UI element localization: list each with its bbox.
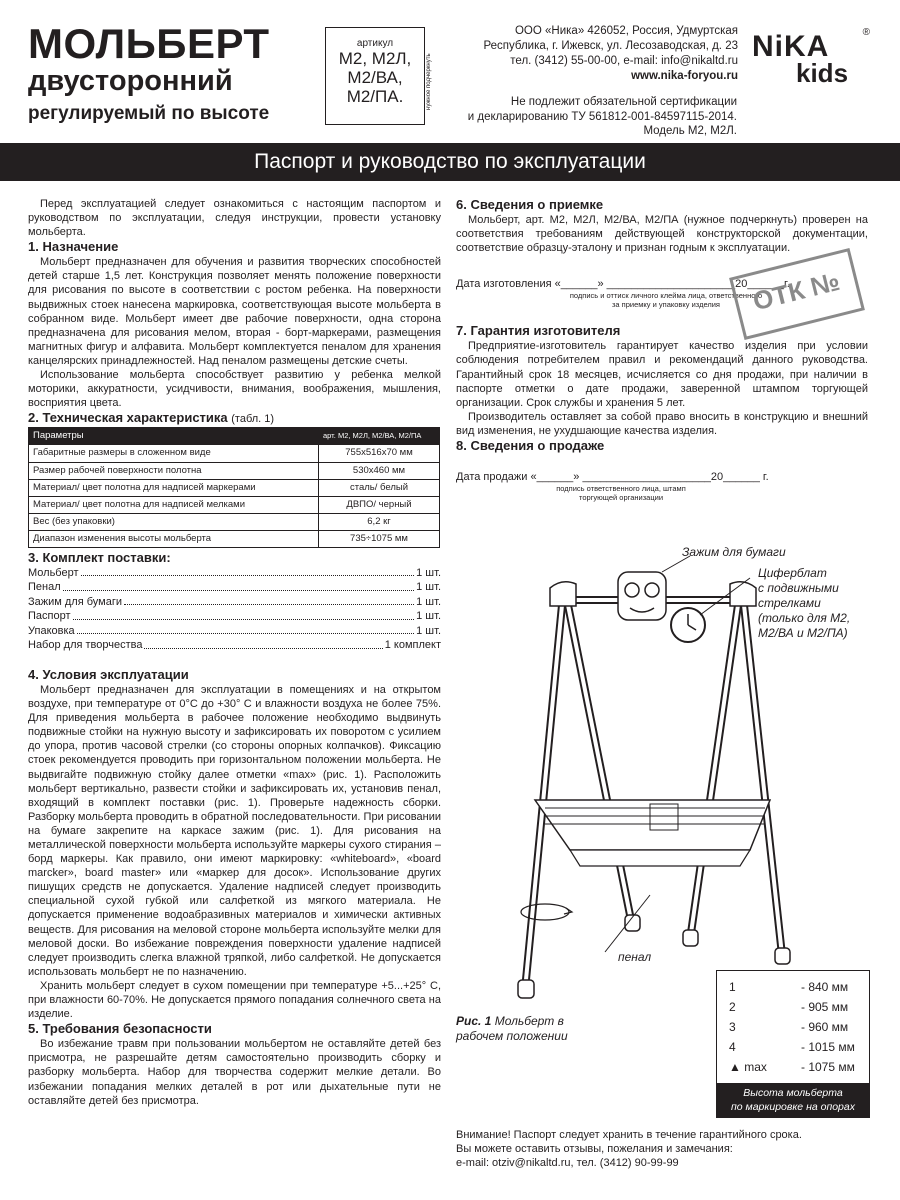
height-row bbox=[717, 977, 869, 997]
table-cell: Размер рабочей поверхности полотна bbox=[29, 462, 319, 479]
height-value: - 1015 мм bbox=[801, 1040, 855, 1054]
pencil-case-label: пенал bbox=[618, 950, 652, 964]
height-value: - 960 мм bbox=[801, 1020, 849, 1034]
kit-item bbox=[28, 638, 441, 653]
table-cell: ДВПО/ черный bbox=[319, 496, 440, 513]
height-row bbox=[717, 1057, 869, 1077]
brand-logo bbox=[752, 27, 870, 90]
kit-item-name: Набор для творчества bbox=[28, 639, 143, 652]
certification-info bbox=[440, 95, 737, 139]
figure-caption-number: Рис. 1 bbox=[456, 1014, 492, 1028]
kit-item bbox=[28, 580, 441, 595]
company-line: ООО «Ника» 426052, Россия, Удмуртская bbox=[514, 25, 738, 37]
kit-item bbox=[28, 566, 441, 581]
clock-label bbox=[758, 566, 893, 641]
height-row bbox=[717, 1037, 869, 1057]
article-label: артикул bbox=[356, 38, 394, 49]
table-cell: 735÷1075 мм bbox=[319, 530, 440, 547]
height-mark: 4 bbox=[729, 1040, 736, 1054]
section-1-title: 1. Назначение bbox=[28, 239, 119, 255]
clock-label-line: (только для М2, bbox=[758, 611, 851, 625]
section-5-p1: Во избежание травм при пользовании мольбертом не оставляйте детей без присмотра, не разрешайте детям самостоятельно производить сборку и разборку мольберта. Набор для творчества содержит мелкие детали. Во избежании попадания мелких деталей в рот или дыхательные пути не оставляйте детей без присмотра. bbox=[28, 1038, 441, 1107]
height-row bbox=[717, 1017, 869, 1037]
table-row bbox=[29, 462, 440, 479]
section-2-title bbox=[28, 410, 441, 427]
kit-item-qty: 1 шт. bbox=[416, 595, 441, 608]
article-model-2: М2/ВА, bbox=[347, 68, 403, 87]
kit-item-qty: 1 шт. bbox=[416, 581, 441, 594]
company-line: тел. (3412) 55-00-00, e-mail: info@nikaltd.ru bbox=[510, 55, 738, 67]
clock-label-line: М2/ВА и М2/ПА) bbox=[758, 626, 848, 640]
company-info bbox=[450, 24, 738, 84]
height-value: - 905 мм bbox=[801, 1000, 849, 1014]
article-box bbox=[325, 27, 425, 125]
intro-text: Перед эксплуатацией следует ознакомиться с настоящим паспортом и руководством по эксплуатации, следуя инструкции, провести установку мольберта. bbox=[28, 198, 441, 239]
table-cell: Габаритные размеры в сложенном виде bbox=[29, 445, 319, 462]
height-mark: ▲ max bbox=[729, 1060, 767, 1074]
table-header-row bbox=[29, 428, 440, 445]
kit-item-name: Упаковка bbox=[28, 624, 75, 637]
table-row bbox=[29, 445, 440, 462]
kit-item-name: Зажим для бумаги bbox=[28, 595, 123, 608]
section-1-p2: Использование мольберта способствует развитию у ребенка мелкой моторики, аккуратности, усидчивости, внимания, воображения, мышления, восприятия цвета. bbox=[28, 369, 441, 410]
kit-item-name: Пенал bbox=[28, 581, 61, 594]
section-2-title-text: 2. Техническая характеристика bbox=[28, 410, 228, 426]
section-6-p1: Мольберт, арт. М2, М2Л, М2/ВА, М2/ПА (нужное подчеркнуть) проверен на соответствия требованиям действующей конструкторской документации, соответствие образцу-эталону и признан годным к эксплуатации. bbox=[456, 214, 868, 255]
section-4-p2: Хранить мольберт следует в сухом помещении при температуре +5...+25° С, при влажности 60-70%. Не допускается прямого попадания солнечного света на изделие. bbox=[28, 979, 441, 1021]
table-cell: Материал/ цвет полотна для надписей мелками bbox=[29, 496, 319, 513]
footer-line: Внимание! Паспорт следует хранить в течение гарантийного срока. bbox=[456, 1129, 802, 1141]
cert-line: и декларированию ТУ 561812-001-84597115-2014. bbox=[467, 110, 737, 123]
table-cell: 6,2 кг bbox=[319, 513, 440, 530]
vertical-note: нужное подчеркнуть bbox=[426, 53, 432, 110]
company-line: Республика, г. Ижевск, ул. Лесозаводская, д. 23 bbox=[483, 40, 738, 52]
sale-note: подпись ответственного лица, штамп торгующей организации bbox=[556, 484, 686, 503]
figure-caption-text: Мольберт в рабочем положении bbox=[456, 1014, 568, 1043]
cert-line: Не подлежит обязательной сертификации bbox=[510, 96, 737, 108]
table-cell: Вес (без упаковки) bbox=[29, 513, 319, 530]
table-cell: сталь/ белый bbox=[319, 479, 440, 496]
table-header-value: арт. М2, М2Л, М2/ВА, М2/ПА bbox=[319, 428, 440, 445]
kit-item-qty: 1 шт. bbox=[416, 624, 441, 637]
sale-date-line: Дата продажи «______» _____________________20______ г. bbox=[456, 471, 769, 484]
section-5-title: 5. Требования безопасности bbox=[28, 1021, 212, 1037]
section-4-title: 4. Условия эксплуатации bbox=[28, 666, 189, 682]
table-cell: Материал/ цвет полотна для надписей маркерами bbox=[29, 479, 319, 496]
cert-line: Модель М2, М2Л. bbox=[643, 125, 737, 137]
company-website: www.nika-foryou.ru bbox=[631, 70, 738, 82]
section-4-p1: Мольберт предназначен для эксплуатации в помещениях и на открытом воздухе, при температуре от 0°С до +30° С и влажности воздуха не более 75%. Для приведения мольберта в рабочее положение необходимо выдвинуть подвижные стойки на нужную высоту и зафиксировать их поворотом с усилием до упора, против часовой стрелки (со стороны опорных колпачков). Фиксацию стоек рекомендуется проводить при горизонтальном положении мольберта. Не выдвигайте подвижную стойку далее отметки «max» (рис. 1). Расположить мольберт вертикально, развести стойки и зафиксировать их, установив пенал, входящий в комплект поставки (рис. 1). Проверьте надежность сборки. Разборку мольберта проводить в обратной последовательности. При рисовании на бумаге закрепите на каркасе зажим (рис. 1). Для рисования на металлической поверхности мольберта используйте маркеры сухого стирания – борд маркеры. Как правило, они имеют маркировку: «whiteboard», «board marcker», board master» или «маркер для досок». Использование других пишущих средств не допускается. Удаление надписей следует производить специальной сухой губкой или салфеткой из мягкого материала. Не допускается применение водоабразивных материалов и химически активных веществ. Для рисования на меловой стороне мольберта используйте мелки для меловой доски. Во избежание повреждения поверхности удаление надписей следует производить слегка влажной тряпкой, либо салфеткой. Не допускается использовать мольберт не по назначению. bbox=[28, 683, 441, 978]
section-7-p2: Производитель оставляет за собой право вносить в конструкцию и внешний вид изменения, не ухудшающие качества изделия. bbox=[456, 410, 868, 437]
footer-line: Вы можете оставить отзывы, пожелания и замечания: bbox=[456, 1143, 733, 1156]
clamp-label: Зажим для бумаги bbox=[682, 545, 786, 559]
kit-item bbox=[28, 595, 441, 610]
section-1-p1: Мольберт предназначен для обучения и развития творческих способностей детей старше 1,5 лет. Конструкция позволяет менять положение поверхности для рисования по высоте в соответствии с ростом ребенка. На поверхности выдвижных стоек нанесена маркировка, соответствующая высоте мольберта в собранном виде. Мольберт имеет две рабочие поверхности, одна сторона предназначена для рисования мелом, вторая - борт-маркерами, размещения магнитных фигур и алфавита. Мольберт комплектуется пеналом для хранения канцелярских принадлежностей. Над пеналом размещены детские счеты. bbox=[28, 256, 441, 367]
height-mark: 2 bbox=[729, 1000, 736, 1014]
height-row bbox=[717, 997, 869, 1017]
height-caption-line: Высота мольберта bbox=[743, 1087, 843, 1099]
height-value: - 1075 мм bbox=[801, 1060, 855, 1074]
height-value: - 840 мм bbox=[801, 980, 849, 994]
clock-label-line: стрелками bbox=[758, 596, 821, 610]
manufacture-note: подпись и оттиск личного клейма лица, ответственного за приемку и упаковку изделия bbox=[569, 291, 763, 310]
kit-item bbox=[28, 624, 441, 639]
section-3-title: 3. Комплект поставки: bbox=[28, 549, 171, 565]
footer-line: e-mail: otziv@nikaltd.ru, тел. (3412) 90-99-99 bbox=[456, 1157, 679, 1170]
manufacture-date-line: Дата изготовления «______» _____________________20______г. bbox=[456, 278, 790, 291]
clock-label-line: с подвижными bbox=[758, 581, 839, 595]
table-cell: Диапазон изменения высоты мольберта bbox=[29, 530, 319, 547]
article-model-1: М2, М2Л, bbox=[338, 49, 412, 68]
clock-label-line: Циферблат bbox=[758, 566, 827, 580]
table-row bbox=[29, 479, 440, 496]
otk-stamp: ОТК № bbox=[729, 248, 865, 340]
article-model-3: М2/ПА. bbox=[346, 87, 404, 106]
table-row bbox=[29, 530, 440, 547]
height-table-caption bbox=[717, 1083, 869, 1117]
registered-mark: ® bbox=[862, 27, 870, 38]
table-cell: 530х460 мм bbox=[319, 462, 440, 479]
document-subtitle: двусторонний bbox=[28, 65, 233, 97]
kit-item-qty: 1 комплект bbox=[384, 639, 441, 652]
kit-item-name: Мольберт bbox=[28, 566, 79, 579]
spec-table bbox=[28, 427, 440, 548]
table-note: (табл. 1) bbox=[231, 413, 275, 426]
table-row bbox=[29, 513, 440, 530]
section-8-title: 8. Сведения о продаже bbox=[456, 438, 605, 454]
document-title: МОЛЬБЕРТ bbox=[28, 20, 270, 67]
height-mark: 1 bbox=[729, 980, 736, 994]
section-7-p1: Предприятие-изготовитель гарантирует качество изделия при условии соблюдения потребителем правил и рекомендаций данного руководства. Гарантийный срок 18 месяцев, исчисляется со дня продажи, при наличии в паспорте отметки о дате продажи, заверенной штампом торгующей организации. Срок службы и хранения 5 лет. bbox=[456, 340, 868, 409]
logo-text-top: NiKA bbox=[752, 30, 830, 63]
footer-note bbox=[456, 1128, 876, 1170]
section-7-title: 7. Гарантия изготовителя bbox=[456, 323, 621, 339]
height-table bbox=[716, 970, 870, 1118]
kit-item-name: Паспорт bbox=[28, 610, 71, 623]
banner-title: Паспорт и руководство по эксплуатации bbox=[0, 143, 900, 181]
kit-item bbox=[28, 609, 441, 624]
section-6-title: 6. Сведения о приемке bbox=[456, 197, 604, 212]
height-mark: 3 bbox=[729, 1020, 736, 1034]
height-caption-line: по маркировке на опорах bbox=[730, 1101, 855, 1113]
paper-clamp bbox=[618, 572, 666, 620]
kit-item-qty: 1 шт. bbox=[416, 610, 441, 623]
document-subtitle-2: регулируемый по высоте bbox=[28, 103, 270, 124]
figure-caption bbox=[456, 1014, 606, 1044]
table-row bbox=[29, 496, 440, 513]
table-header-param: Параметры bbox=[29, 428, 319, 445]
table-cell: 755х516х70 мм bbox=[319, 445, 440, 462]
right-column bbox=[456, 197, 868, 502]
left-column bbox=[28, 197, 441, 1108]
kit-item-qty: 1 шт. bbox=[416, 566, 441, 579]
logo-text-bottom: kids bbox=[796, 58, 849, 88]
